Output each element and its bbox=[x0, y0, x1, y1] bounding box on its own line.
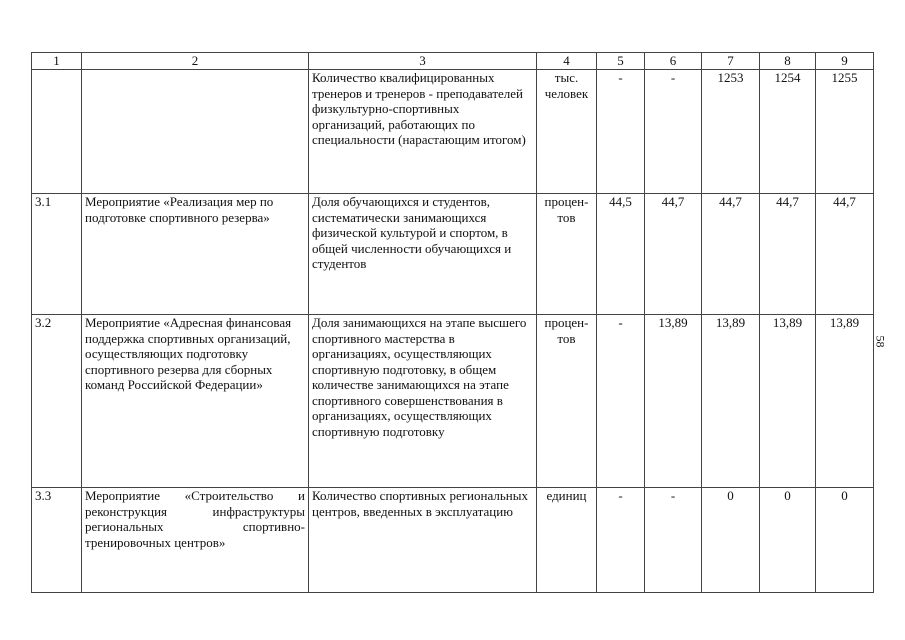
measure-cell: Мероприятие «Строительство и реконструкция инфраструктуры региональных спортивно-тренировочных центров» bbox=[82, 488, 309, 593]
value-cell-8: 13,89 bbox=[760, 315, 816, 488]
table-header-row bbox=[32, 53, 874, 70]
value-cell-7: 0 bbox=[702, 488, 760, 593]
table-row bbox=[32, 70, 874, 194]
measure-cell: Мероприятие «Реализация мер по подготовке спортивного резерва» bbox=[82, 194, 309, 315]
value-cell-8: 1254 bbox=[760, 70, 816, 194]
value-cell-6: 13,89 bbox=[645, 315, 702, 488]
row-number: 3.3 bbox=[32, 488, 82, 593]
col-header-2: 2 bbox=[82, 53, 309, 70]
page-number: 58 bbox=[873, 335, 888, 348]
col-header-4: 4 bbox=[537, 53, 597, 70]
col-header-6: 6 bbox=[645, 53, 702, 70]
row-number bbox=[32, 70, 82, 194]
col-header-1: 1 bbox=[32, 53, 82, 70]
unit-cell: единиц bbox=[537, 488, 597, 593]
indicators-table bbox=[31, 52, 874, 593]
value-cell-6: - bbox=[645, 70, 702, 194]
row-number: 3.1 bbox=[32, 194, 82, 315]
col-header-7: 7 bbox=[702, 53, 760, 70]
indicator-cell: Доля занимающихся на этапе высшего спортивного мастерства в организациях, осуществляющих спортивную подготовку, в общем количестве занимающихся на этапе спортивного совершенствования в организациях, осуществляющих спортивную подготовку bbox=[309, 315, 537, 488]
col-header-9: 9 bbox=[816, 53, 874, 70]
unit-cell: процен-тов bbox=[537, 315, 597, 488]
value-cell-5: - bbox=[597, 70, 645, 194]
value-cell-6: 44,7 bbox=[645, 194, 702, 315]
value-cell-5: - bbox=[597, 315, 645, 488]
value-cell-5: 44,5 bbox=[597, 194, 645, 315]
value-cell-9: 44,7 bbox=[816, 194, 874, 315]
table-row bbox=[32, 315, 874, 488]
value-cell-7: 44,7 bbox=[702, 194, 760, 315]
indicator-cell: Количество квалифицированных тренеров и тренеров - преподавателей физкультурно-спортивных организаций, работающих по специальности (нарастающим итогом) bbox=[309, 70, 537, 194]
value-cell-5: - bbox=[597, 488, 645, 593]
col-header-3: 3 bbox=[309, 53, 537, 70]
unit-cell: тыс. человек bbox=[537, 70, 597, 194]
measure-cell: Мероприятие «Адресная финансовая поддержка спортивных организаций, осуществляющих подготовку спортивного резерва для сборных команд Российской Федерации» bbox=[82, 315, 309, 488]
col-header-8: 8 bbox=[760, 53, 816, 70]
row-number: 3.2 bbox=[32, 315, 82, 488]
value-cell-8: 0 bbox=[760, 488, 816, 593]
value-cell-9: 0 bbox=[816, 488, 874, 593]
value-cell-9: 13,89 bbox=[816, 315, 874, 488]
col-header-5: 5 bbox=[597, 53, 645, 70]
indicator-cell: Доля обучающихся и студентов, систематически занимающихся физической культурой и спортом, в общей численности обучающихся и студентов bbox=[309, 194, 537, 315]
value-cell-9: 1255 bbox=[816, 70, 874, 194]
value-cell-6: - bbox=[645, 488, 702, 593]
table-row bbox=[32, 488, 874, 593]
measure-cell bbox=[82, 70, 309, 194]
value-cell-8: 44,7 bbox=[760, 194, 816, 315]
table-row bbox=[32, 194, 874, 315]
value-cell-7: 13,89 bbox=[702, 315, 760, 488]
value-cell-7: 1253 bbox=[702, 70, 760, 194]
unit-cell: процен-тов bbox=[537, 194, 597, 315]
indicator-cell: Количество спортивных региональных центров, введенных в эксплуатацию bbox=[309, 488, 537, 593]
